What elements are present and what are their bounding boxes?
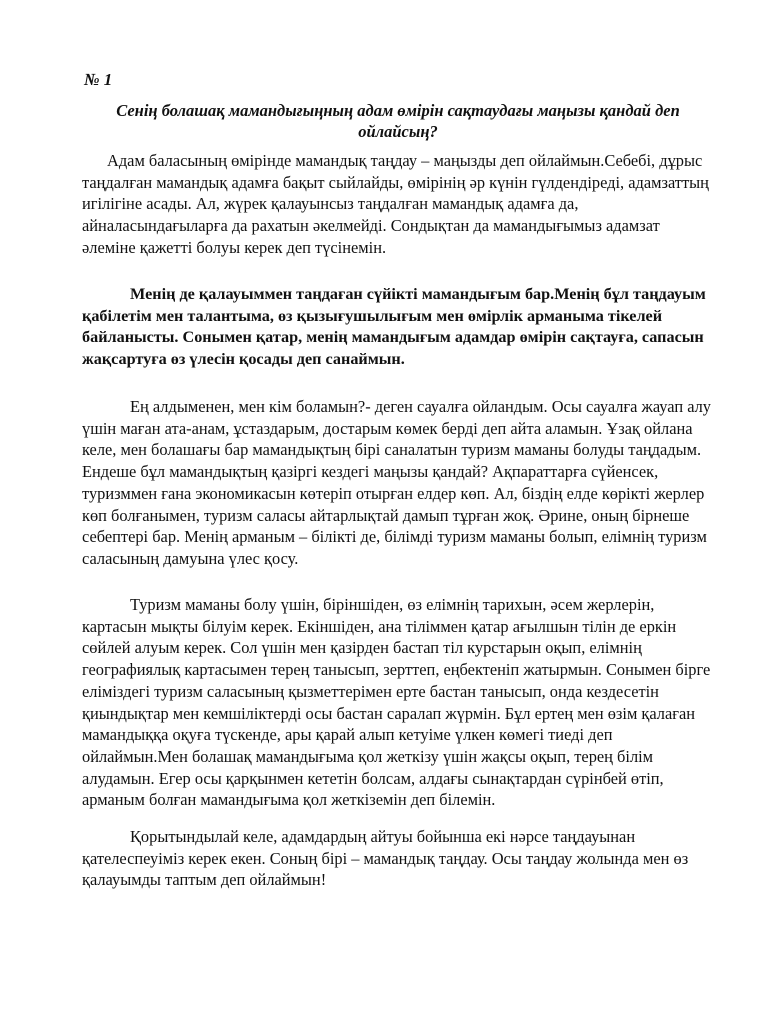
document-number: № 1: [84, 70, 113, 89]
paragraph-3: Ең алдыменен, мен кім боламын?- деген сауалға ойландым. Осы сауалға жауап алу үшін маған ата-анам, ұстаздарым, достарым көмек берді деп айта аламын. Ұзақ ойлана келе, мен болашағы бар мамандықтың бірі саналатын туризм маманы болуды таңдадым. Ендеше бұл мамандықтың қазіргі кездегі маңызы қандай? Ақпараттарға сүйенсек, туризммен ғана экономикасын көтеріп отырған елдер көп. Ал, біздің елде көрікті жерлер көп болғанымен, туризм саласы айтарлықтай дамып тұрған жоқ. Әрине, оның бірнеше себептері бар. Менің арманым – білікті де, білімді туризм маманы болып, елімнің туризм саласының дамуына үлес қосу.: [82, 397, 712, 568]
paragraph-5: Қорытындылай келе, адамдардың айтуы бойынша екі нәрсе таңдауынан қателеспеуіміз керек екен. Соның бірі – мамандық таңдау. Осы таңдау жолында мен өз қалауымды таптым деп ойлаймын!: [82, 827, 689, 890]
paragraph-4: Туризм маманы болу үшін, біріншіден, өз елімнің тарихын, әсем жерлерін, картасын мықты білуім керек. Екіншіден, ана тіліммен қатар ағылшын тілін де еркін сөйлей алуым керек. Сол үшін мен қазірден бастап тіл курстарын оқып, елімнің географиялық картасымен терең танысып, зерттеп, еңбектеніп жатырмын. Сонымен бірге еліміздегі туризм саласының қызметтерімен ерте бастан танысып, онда кездесетін қиындықтар мен кемшіліктерді осы бастан саралап жүрмін. Бұл ертең мен өзім қалаған мамандыққа оқуға түскенде, ары қарай алып кетуіме үлкен көмегі тиеді деп ойлаймын.Мен болашақ мамандығыма қол жеткізу үшін жақсы оқып, терең білім алудамын. Егер осы қарқынмен кететін болсам, алдағы сынақтардан сүрінбей өтіп, арманым болған мамандығыма қол жеткіземін деп білемін.: [82, 595, 711, 810]
paragraph-2: Менің де қалауыммен таңдаған сүйікті мамандығым бар.Менің бұл таңдауым қабілетім мен талантыма, өз қызығушылығым мен өмірлік арманыма тікелей байланысты. Сонымен қатар, менің мамандығым адамдар өмірін сақтауға, сапасын жақсартуға өз үлесін қосады деп санаймын.: [82, 285, 706, 369]
document-title: Сенің болашақ мамандығыңның адам өмірін сақтаудағы маңызы қандай деп ойлайсың?: [116, 101, 680, 141]
paragraph-1: Адам баласының өмірінде мамандық таңдау – маңызды деп ойлаймын.Себебі, дұрыс таңдалған мамандық адамға бақыт сыйлайды, өмірінің әр күнін гүлдендіреді, адамзаттың игілігіне асады. Ал, жүрек қалауынсыз таңдалған мамандық адамға да, айналасындағыларға да рахатын әкелмейді. Сондықтан да мамандығымыз адамзат әлеміне қажетті болуы керек деп түсінемін.: [82, 151, 709, 257]
